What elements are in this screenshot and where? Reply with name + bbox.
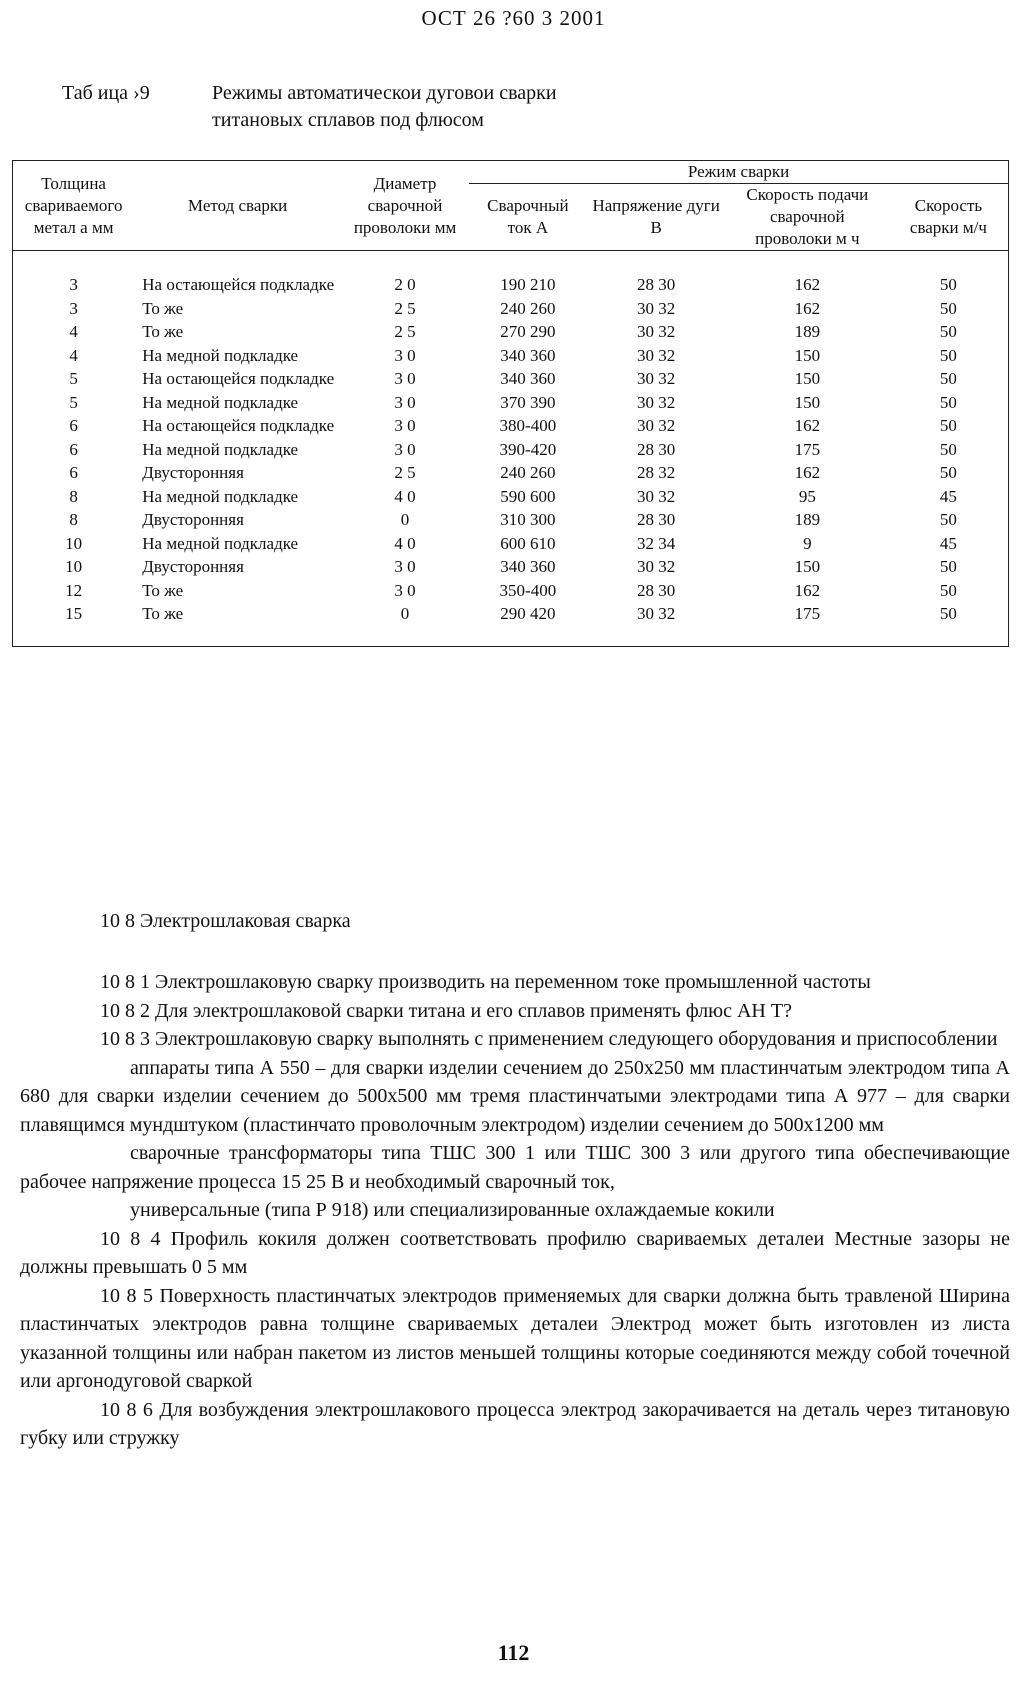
cell-speed: 50 [889,251,1009,297]
paragraph: 10 8 4 Профиль кокиля должен соответствовать профилю свариваемых деталеи Местные зазоры не должны превышать 0 5 мм [20,1227,1010,1278]
cell-feed: 189 [794,510,821,529]
cell-current: 310 300 [500,510,556,529]
cell-diameter: 4 0 [394,486,416,506]
cell-voltage: 30 32 [637,369,676,388]
cell-feed: 162 [794,275,821,294]
cell-current: 390-420 [499,439,557,459]
table-number: Таб ица ›9 [62,82,150,104]
cell-method: Двусторонняя [142,463,244,482]
cell-diameter: 3 0 [394,557,416,576]
cell-voltage: 30 32 [637,392,676,412]
section-heading: 10 8 Электрошлаковая сварка [100,910,351,932]
paragraph: 10 8 3 Электрошлаковую сварку выполнять с применением следующего оборудования и приспособлении [100,1028,998,1050]
cell-feed: 9 [803,533,812,553]
cell-diameter: 2 5 [394,322,416,341]
table-row [13,532,1009,556]
cell-current: 380-400 [499,416,557,435]
header-regime: Режим сварки [469,161,1008,184]
cell-thickness: 4 [13,344,135,368]
cell-feed: 150 [794,557,821,576]
cell-voltage: 28 30 [637,275,676,294]
cell-method: На медной подкладке [142,345,299,365]
cell-speed: 50 [889,344,1009,368]
cell-feed: 162 [794,298,821,318]
header-method: Метод сварки [134,161,341,251]
cell-thickness: 3 [13,251,135,297]
cell-method: На остающейся подкладке [142,275,335,294]
cell-method: Двусторонняя [142,557,244,576]
cell-thickness: 6 [13,461,135,485]
cell-voltage: 30 32 [637,486,676,506]
cell-speed: 45 [889,485,1009,509]
body-paragraphs [20,968,1010,1453]
paragraph: универсальные (типа Р 918) или специализированные охлаждаемые кокили [130,1199,775,1221]
cell-thickness: 5 [13,367,135,391]
cell-feed: 189 [794,322,821,341]
document-header: ОСТ 26 ?60 3 2001 [421,6,606,30]
cell-method: На медной подкладке [142,533,299,553]
paragraph: 10 8 5 Поверхность пластинчатых электродов применяемых для сварки должна быть травленой Ширина пластинчатых электродов равна толщине свариваемых деталеи Электрод может быть изготовлен из листа указанной толщины или набран пакетом из листов меньшей толщины которые соединяются между собой точечной или аргонодуговой сваркой [20,1284,1010,1392]
cell-current: 340 360 [500,345,556,365]
table-row [13,579,1009,603]
cell-speed: 50 [889,414,1009,438]
cell-speed: 50 [889,555,1009,579]
cell-feed: 175 [726,602,889,646]
cell-voltage: 32 34 [637,533,676,553]
cell-feed: 150 [794,392,821,412]
cell-feed: 162 [794,463,821,482]
table-row [13,391,1009,415]
cell-thickness: 6 [13,438,135,462]
table-caption [62,80,557,134]
cell-current: 370 390 [500,392,556,412]
paragraph: сварочные трансформаторы типа ТШС 300 1 или ТШС 300 3 или другого типа обеспечивающие рабочее напряжение процесса 15 25 В и необходимый сварочный ток, [20,1142,1010,1193]
page-number: 112 [497,1640,530,1665]
cell-current: 600 610 [500,533,556,553]
header-diameter: Диаметр сварочной проволоки мм [341,161,469,251]
cell-current: 350-400 [499,580,557,600]
cell-method: То же [142,580,184,600]
paragraph: 10 8 1 Электрошлаковую сварку производить на переменном токе промышленной частоты [100,971,871,993]
cell-current: 290 420 [469,602,586,646]
cell-voltage: 28 30 [637,510,676,529]
cell-method: Двусторонняя [142,510,244,529]
paragraph: 10 8 6 Для возбуждения электрошлакового процесса электрод закорачивается на деталь через титановую губку или стружку [20,1398,1010,1449]
table-row [13,508,1009,532]
cell-thickness: 12 [13,579,135,603]
cell-diameter: 0 [400,510,410,529]
caption-line-2: титановых сплавов под флюсом [212,109,484,131]
table-body [13,251,1009,647]
cell-speed: 50 [889,579,1009,603]
table-row [13,461,1009,485]
table-row [13,555,1009,579]
table-row [13,344,1009,368]
header-speed: Скорость сварки м/ч [889,184,1009,251]
cell-current: 240 260 [500,463,556,482]
header-voltage: Напряжение дуги В [592,196,720,237]
table-row [13,297,1009,321]
cell-current: 270 290 [500,322,556,341]
cell-feed: 150 [794,369,821,388]
cell-feed: 162 [794,580,821,600]
cell-thickness: 10 [13,555,135,579]
cell-voltage: 30 32 [637,345,676,365]
cell-thickness: 10 [13,532,135,556]
table-row [13,320,1009,344]
cell-speed: 50 [889,438,1009,462]
cell-thickness: 5 [13,391,135,415]
cell-diameter: 3 0 [394,369,416,388]
cell-thickness: 4 [13,320,135,344]
cell-diameter: 3 0 [394,416,416,435]
cell-thickness: 6 [13,414,135,438]
cell-voltage: 28 30 [637,580,676,600]
cell-diameter: 3 0 [394,439,416,459]
table-row [13,438,1009,462]
cell-voltage: 28 32 [637,463,676,482]
cell-thickness: 8 [13,485,135,509]
cell-current: 190 210 [500,275,556,294]
cell-method: На медной подкладке [142,439,299,459]
caption-line-1: Режимы автоматическои дуговои сварки [212,82,557,104]
cell-voltage: 30 32 [587,602,726,646]
cell-speed: 50 [889,508,1009,532]
cell-feed: 175 [794,439,821,459]
cell-current: 340 360 [500,369,556,388]
cell-speed: 50 [889,320,1009,344]
paragraph: аппараты типа А 550 – для сварки изделии сечением до 250x250 мм пластинчатым электродом типа А 680 для сварки изделии сечением до 500x500 мм тремя пластинчатыми электродами типа А 977 – для сварки плавящимся мундштуком (пластинчато проволочным электродом) изделии сечением до 500x1200 мм [20,1056,1010,1136]
cell-speed: 50 [889,367,1009,391]
cell-diameter: 2 0 [394,275,416,294]
cell-thickness: 15 [13,602,135,646]
header-feed: Скорость подачи сварочной проволоки м ч [746,185,869,248]
cell-voltage: 30 32 [637,298,676,318]
cell-diameter: 4 0 [394,533,416,553]
cell-current: 340 360 [500,557,556,576]
cell-method: То же [134,602,341,646]
cell-current: 590 600 [500,486,556,506]
cell-diameter: 3 0 [394,580,416,600]
cell-voltage: 30 32 [637,416,676,435]
cell-speed: 50 [889,391,1009,415]
cell-voltage: 30 32 [637,322,676,341]
cell-diameter: 0 [341,602,469,646]
cell-diameter: 3 0 [394,345,416,365]
cell-method: На остающейся подкладке [142,369,335,388]
cell-thickness: 8 [13,508,135,532]
paragraph: 10 8 2 Для электрошлаковой сварки титана и его сплавов применять флюс АН Т? [100,999,792,1022]
welding-modes-table [12,160,1009,647]
cell-diameter: 2 5 [394,463,416,482]
cell-speed: 50 [889,297,1009,321]
cell-current: 240 260 [500,298,556,318]
cell-feed: 150 [794,345,821,365]
cell-method: На остающейся подкладке [142,416,335,435]
cell-diameter: 3 0 [394,392,416,412]
cell-speed: 50 [889,602,1009,646]
cell-voltage: 28 30 [637,439,676,459]
header-thickness: Толщина свариваемого метал а мм [13,161,135,251]
table-row [13,414,1009,438]
cell-speed: 45 [889,532,1009,556]
cell-speed: 50 [889,461,1009,485]
cell-diameter: 2 5 [394,298,416,318]
table-row [13,485,1009,509]
cell-feed: 162 [794,416,821,435]
cell-method: На медной подкладке [142,392,299,412]
table-row [13,251,1009,297]
cell-method: На медной подкладке [142,486,299,506]
cell-method: То же [142,298,184,318]
table-row [13,367,1009,391]
cell-voltage: 30 32 [637,557,676,576]
header-current: Сварочный ток А [487,196,569,237]
cell-method: То же [142,322,184,341]
cell-thickness: 3 [13,297,135,321]
cell-feed: 95 [798,486,816,506]
table-row [13,602,1009,646]
